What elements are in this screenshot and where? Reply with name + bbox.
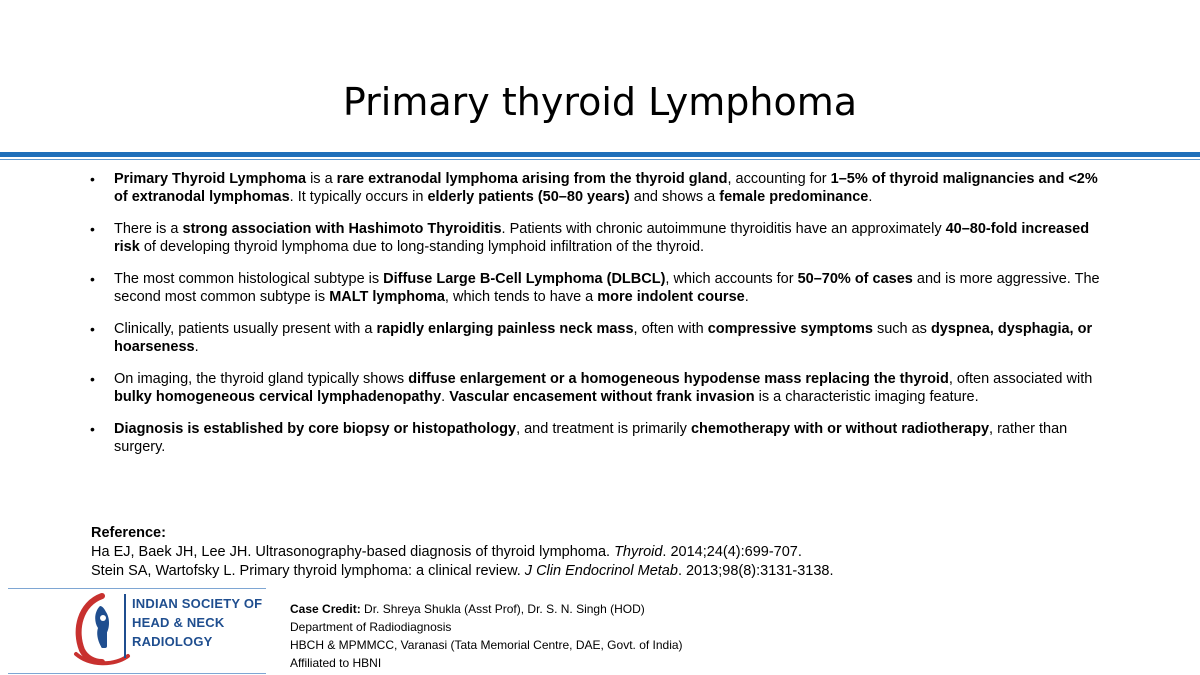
bullet-bold-text: chemotherapy with or without radiotherapy [690, 421, 990, 437]
bullet-bold-text: elderly patients (50–80 years) [427, 189, 630, 205]
reference-journal: J Clin Endocrinol Metab [524, 563, 678, 579]
bullet-text: of developing thyroid lymphoma due to long-standing lymphoid infiltration of the thyroid. [139, 239, 705, 255]
credit-line [290, 600, 890, 618]
bullet-text: . [194, 339, 199, 355]
reference-item [91, 543, 1091, 562]
bullet-bold-text: Vascular encasement without frank invasion [449, 389, 755, 405]
bullet-text: . It typically occurs in [289, 189, 428, 205]
bullet-text: , accounting for [727, 171, 831, 187]
bullet-bold-text: 40–80-fold increased risk [114, 221, 1090, 255]
reference-heading: Reference: [91, 525, 166, 541]
title-divider-thin [0, 159, 1200, 160]
credit-label: Case Credit: [290, 602, 361, 616]
bullet-bold-text: female predominance [719, 189, 869, 205]
credit-department: Department of Radiodiagnosis [290, 620, 452, 634]
bullet-bold-text: diffuse enlargement or a homogeneous hypodense mass replacing the thyroid [408, 371, 949, 387]
reference-text: Stein SA, Wartofsky L. Primary thyroid lymphoma: a clinical review. [91, 563, 525, 579]
reference-block [91, 524, 1091, 581]
bullet-bold-text: Diffuse Large B-Cell Lymphoma (DLBCL) [383, 271, 666, 287]
bullet-dot-icon: • [90, 171, 95, 187]
bullet-text: such as [872, 321, 931, 337]
isnhr-logo-icon [72, 592, 132, 668]
reference-text: Ha EJ, Baek JH, Lee JH. Ultrasonography-based diagnosis of thyroid lymphoma. [91, 544, 615, 560]
footer-divider-bottom [8, 673, 266, 674]
bullet-list [90, 170, 1110, 470]
bullet-bold-text: compressive symptoms [707, 321, 873, 337]
bullet-bold-text: dyspnea, dysphagia, or hoarseness [114, 321, 1093, 355]
footer-divider-top [8, 588, 266, 589]
bullet-dot-icon: • [90, 221, 95, 237]
reference-item [91, 562, 1091, 581]
bullet-text: The most common histological subtype is [114, 271, 384, 287]
bullet-text: , which tends to have a [444, 289, 598, 305]
bullet-text: , and treatment is primarily [516, 421, 691, 437]
bullet-text: . [441, 389, 450, 405]
bullet-item [90, 270, 1110, 306]
isnhr-logo-text [124, 594, 272, 658]
bullet-dot-icon: • [90, 371, 95, 387]
bullet-text: , often associated with [948, 371, 1093, 387]
bullet-item [90, 170, 1110, 206]
logo-line: INDIAN SOCIETY OF [132, 596, 263, 611]
bullet-item [90, 320, 1110, 356]
bullet-text: . [868, 189, 873, 205]
bullet-item [90, 370, 1110, 406]
bullet-dot-icon: • [90, 421, 95, 437]
bullet-text: On imaging, the thyroid gland typically shows [114, 371, 409, 387]
bullet-bold-text: 50–70% of cases [797, 271, 913, 287]
reference-citation: . 2014;24(4):699-707. [662, 544, 802, 560]
bullet-text: , rather than surgery. [114, 421, 1068, 455]
logo-line: RADIOLOGY [132, 634, 213, 649]
bullet-bold-text: strong association with Hashimoto Thyroiditis [182, 221, 502, 237]
bullet-dot-icon: • [90, 271, 95, 287]
bullet-bold-text: rapidly enlarging painless neck mass [376, 321, 634, 337]
bullet-bold-text: bulky homogeneous cervical lymphadenopathy [114, 389, 442, 405]
bullet-text: is a [306, 171, 337, 187]
bullet-bold-text: MALT lymphoma [329, 289, 445, 305]
bullet-text: , which accounts for [665, 271, 798, 287]
credit-institution: HBCH & MPMMCC, Varanasi (Tata Memorial Centre, DAE, Govt. of India) [290, 638, 683, 652]
title-divider [0, 152, 1200, 157]
bullet-item [90, 220, 1110, 256]
bullet-bold-text: rare extranodal lymphoma arising from the thyroid gland [336, 171, 728, 187]
case-credit [290, 600, 890, 672]
bullet-text: . [744, 289, 749, 305]
bullet-dot-icon: • [90, 321, 95, 337]
bullet-text: , often with [633, 321, 708, 337]
bullet-text: is a characteristic imaging feature. [754, 389, 979, 405]
bullet-text: There is a [114, 221, 183, 237]
bullet-bold-text: Primary Thyroid Lymphoma [114, 171, 307, 187]
bullet-bold-text: more indolent course [597, 289, 745, 305]
bullet-text: . Patients with chronic autoimmune thyroiditis have an approximately [501, 221, 946, 237]
credit-names: Dr. Shreya Shukla (Asst Prof), Dr. S. N. Singh (HOD) [360, 602, 645, 616]
slide-title: Primary thyroid Lymphoma [342, 80, 858, 124]
bullet-text: and shows a [629, 189, 720, 205]
bullet-text: Clinically, patients usually present with a [114, 321, 377, 337]
reference-journal: Thyroid [614, 544, 663, 560]
logo-line: HEAD & NECK [132, 615, 225, 630]
bullet-text: and is more aggressive. The second most common subtype is [114, 271, 1100, 305]
bullet-bold-text: Diagnosis is established by core biopsy or histopathology [114, 421, 517, 437]
reference-citation: . 2013;98(8):3131-3138. [677, 563, 834, 579]
bullet-item [90, 420, 1110, 456]
bullet-bold-text: 1–5% of thyroid malignancies and <2% of extranodal lymphomas [114, 171, 1098, 205]
credit-affiliation: Affiliated to HBNI [290, 656, 382, 670]
